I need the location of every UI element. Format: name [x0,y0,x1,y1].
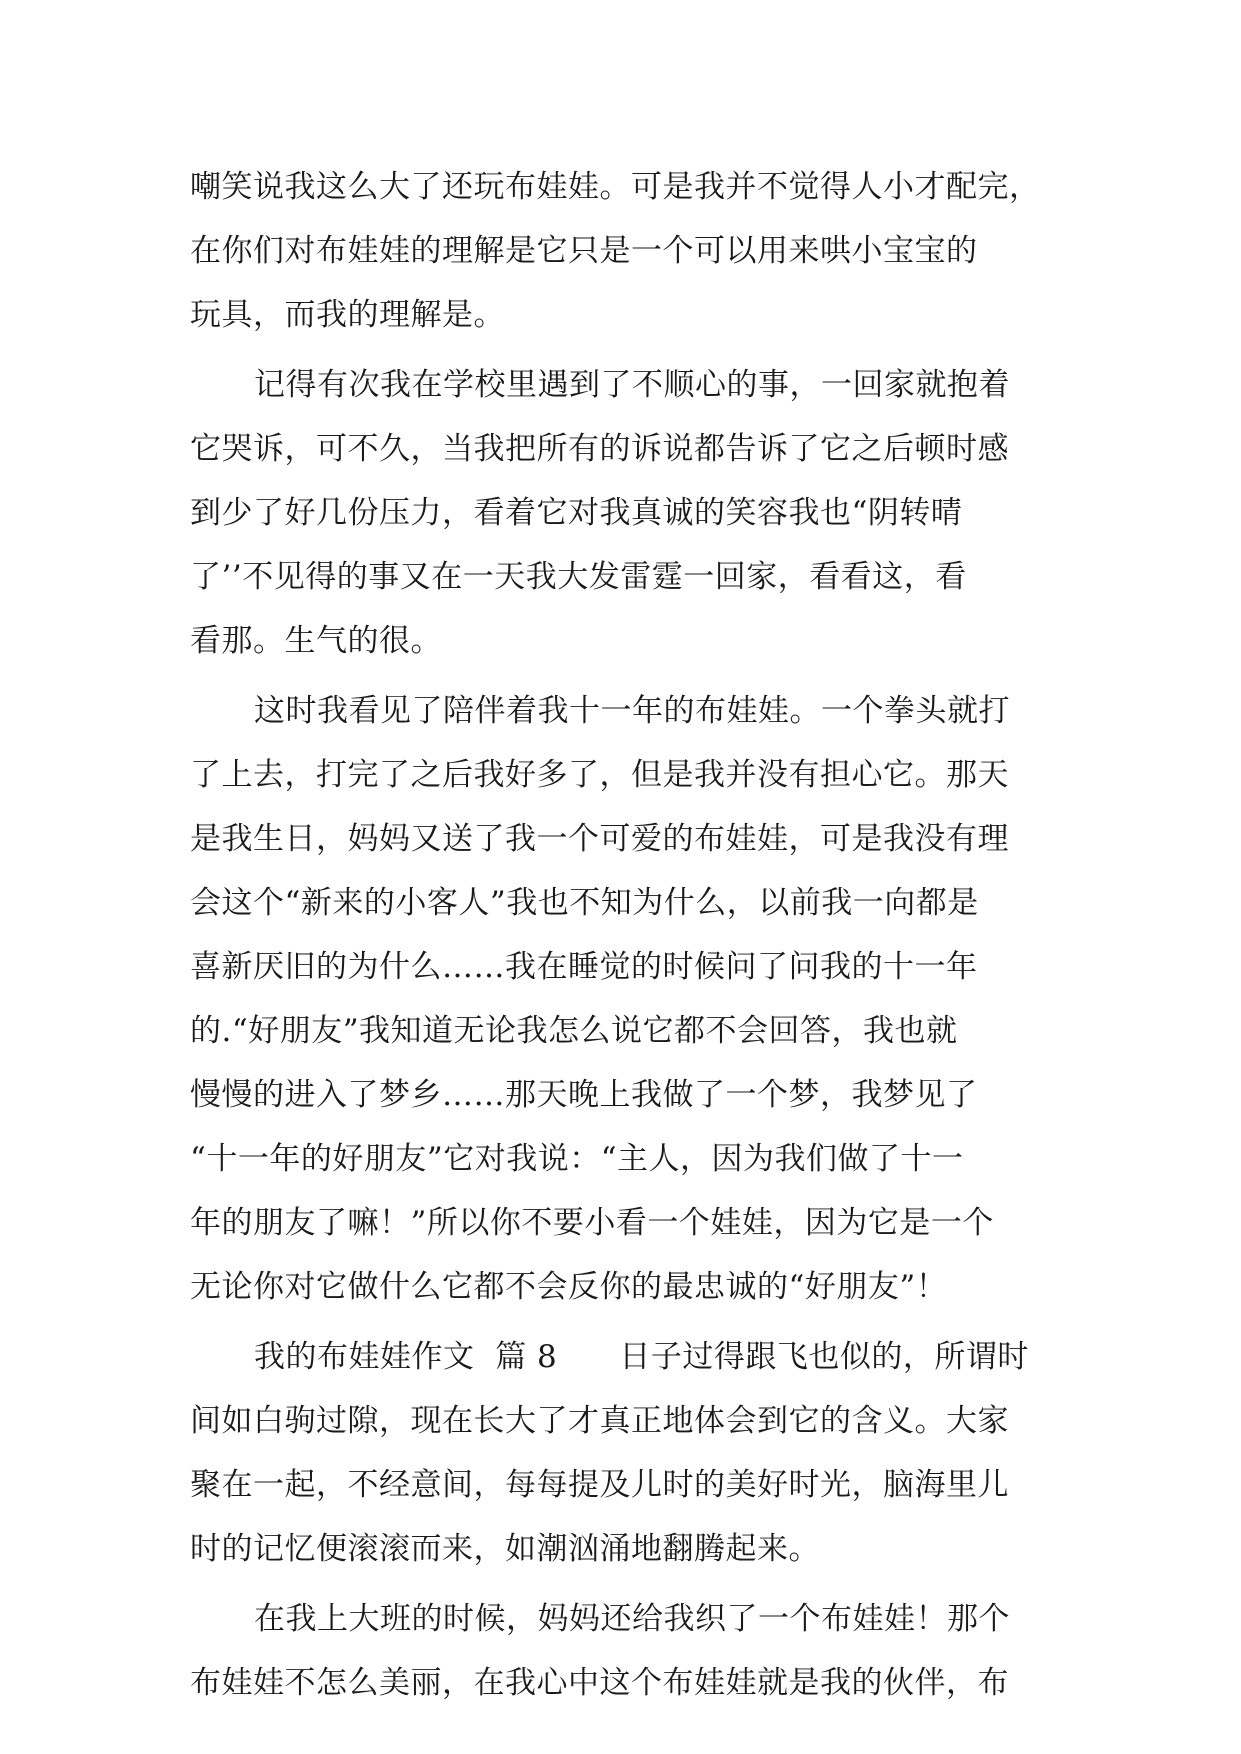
text-line: 嘲笑说我这么大了还玩布娃娃。可是我并不觉得人小才配完， [190,169,1041,205]
text-line: 在我上大班的时候，妈妈还给我织了一个布娃娃！那个 [254,1601,1010,1637]
text-line: 聚在一起，不经意间，每每提及儿时的美好时光，脑海里儿 [190,1467,1009,1503]
paragraph-1 [190,155,1070,347]
text-line: 无论你对它做什么它都不会反你的最忠诚的“好朋友”！ [190,1269,948,1305]
text-line: 看那。生气的很。 [190,623,442,659]
text-line: 慢慢的进入了梦乡……那天晚上我做了一个梦，我梦见了 [190,1077,978,1113]
paragraph-3 [190,679,1070,1319]
text-line: 布娃娃不怎么美丽，在我心中这个布娃娃就是我的伙伴，布 [190,1665,1009,1701]
text-line: 它哭诉，可不久，当我把所有的诉说都告诉了它之后顿时感 [190,431,1009,467]
text-line: 到少了好几份压力，看着它对我真诚的笑容我也“阴转晴 [190,495,963,531]
text-line: 玩具，而我的理解是。 [190,297,505,333]
text-line: 这时我看见了陪伴着我十一年的布娃娃。一个拳头就打 [254,693,1010,729]
paragraph-5 [190,1587,1070,1715]
text-line: 在你们对布娃娃的理解是它只是一个可以用来哄小宝宝的 [190,233,978,269]
text-line: 时的记忆便滚滚而来，如潮汹涌地翻腾起来。 [190,1531,820,1567]
document-body [190,155,1070,1715]
text-line: 会这个“新来的小客人”我也不知为什么，以前我一向都是 [190,885,979,921]
text-line: 我的布娃娃作文 篇 8 日子过得跟飞也似的，所谓时 [254,1339,1029,1375]
text-line: 记得有次我在学校里遇到了不顺心的事，一回家就抱着 [254,367,1010,403]
text-line: 间如白驹过隙，现在长大了才真正地体会到它的含义。大家 [190,1403,1009,1439]
text-line: 年的朋友了嘛！”所以你不要小看一个娃娃，因为它是一个 [190,1205,994,1241]
text-line: 是我生日，妈妈又送了我一个可爱的布娃娃，可是我没有理 [190,821,1009,857]
paragraph-2 [190,353,1070,673]
text-line: 了上去，打完了之后我好多了，但是我并没有担心它。那天 [190,757,1009,793]
paragraph-4 [190,1325,1070,1581]
text-line: 喜新厌旧的为什么……我在睡觉的时候问了问我的十一年 [190,949,978,985]
text-line: 了’’不见得的事又在一天我大发雷霆一回家，看看这，看 [190,559,967,595]
text-line: “十一年的好朋友”它对我说：“主人，因为我们做了十一 [190,1141,964,1177]
text-line: 的.“好朋友”我知道无论我怎么说它都不会回答，我也就 [190,1013,958,1049]
